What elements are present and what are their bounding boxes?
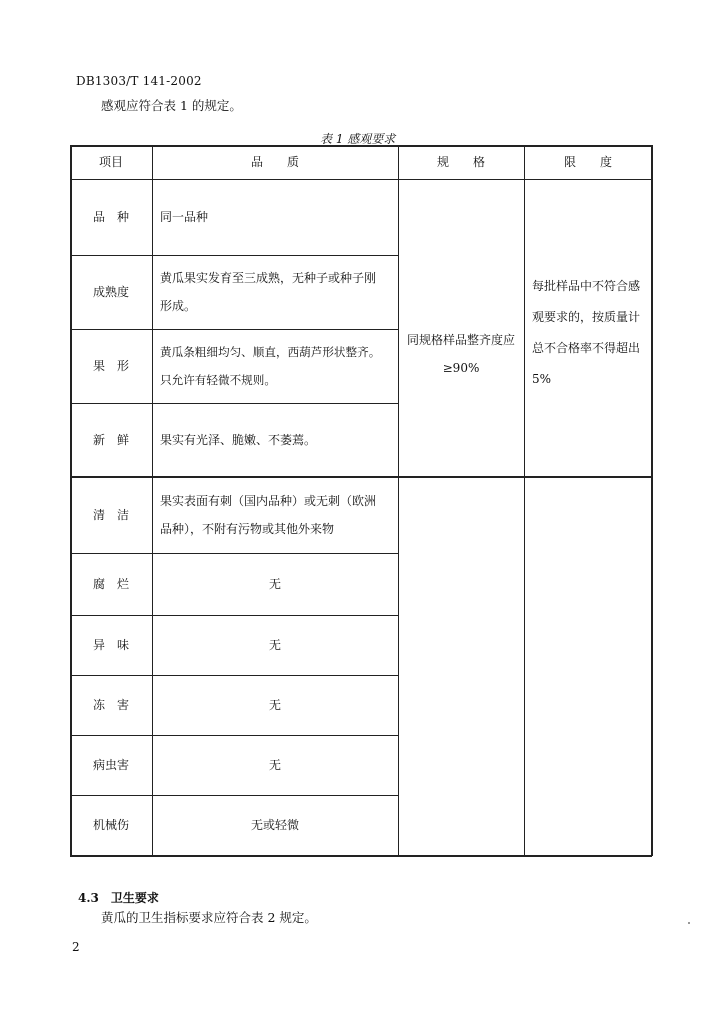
table-row-item: 新 鲜 bbox=[92, 432, 129, 447]
page-number: 2 bbox=[72, 940, 80, 954]
table-row-quality: 果实有光泽、脆嫩、不萎蔫。 bbox=[160, 432, 317, 447]
table-row-quality: 黄瓜果实发育至三成熟，无种子或种子刚 形成。 bbox=[160, 271, 377, 313]
section-heading: 4.3 卫生要求 bbox=[78, 891, 159, 905]
intro-paragraph: 感观应符合表 1 的规定。 bbox=[101, 98, 242, 113]
limit-cell: 每批样品中不符合感 观要求的，按质量计 总不合格率不得超出 5% bbox=[532, 279, 641, 386]
table-row-quality: 无 bbox=[268, 577, 281, 591]
table-row-quality: 无 bbox=[268, 758, 281, 772]
table-row-quality: 黄瓜条粗细均匀、顺直，西葫芦形状整齐。 只允许有轻微不规则。 bbox=[160, 345, 381, 387]
section-paragraph: 黄瓜的卫生指标要求应符合表 2 规定。 bbox=[101, 910, 317, 925]
header-limit: 限 度 bbox=[563, 155, 612, 169]
header-spec: 规 格 bbox=[436, 155, 485, 169]
document-code: DB1303/T 141-2002 bbox=[76, 74, 202, 88]
table-row-quality: 无或轻微 bbox=[250, 818, 299, 832]
table-row-quality: 无 bbox=[268, 638, 281, 652]
table-row-item: 果 形 bbox=[92, 359, 129, 373]
table-row-item: 品 种 bbox=[92, 210, 129, 224]
table-row-quality: 果实表面有刺（国内品种）或无刺（欧洲 品种），不附有污物或其他外来物 bbox=[160, 493, 377, 536]
table-row-item: 冻 害 bbox=[92, 698, 129, 712]
table-row-item: 成熟度 bbox=[92, 285, 129, 299]
table-row-item: 清 洁 bbox=[92, 507, 129, 522]
table-row-item: 腐 烂 bbox=[92, 577, 129, 591]
spec-cell: 同规格样品整齐度应 ≥90% bbox=[406, 332, 515, 375]
table-row-quality: 同一品种 bbox=[160, 210, 209, 224]
table-row-item: 机械伤 bbox=[92, 818, 129, 832]
table-row-quality: 无 bbox=[268, 698, 281, 712]
sensory-requirements-table bbox=[70, 145, 652, 856]
table-row-item: 异 味 bbox=[92, 638, 129, 652]
table-caption: 表 1 感观要求 bbox=[320, 132, 396, 146]
table-row-item: 病虫害 bbox=[92, 758, 129, 772]
header-quality: 品 质 bbox=[250, 155, 299, 169]
scan-speck bbox=[688, 922, 690, 924]
header-item: 项目 bbox=[98, 155, 123, 169]
